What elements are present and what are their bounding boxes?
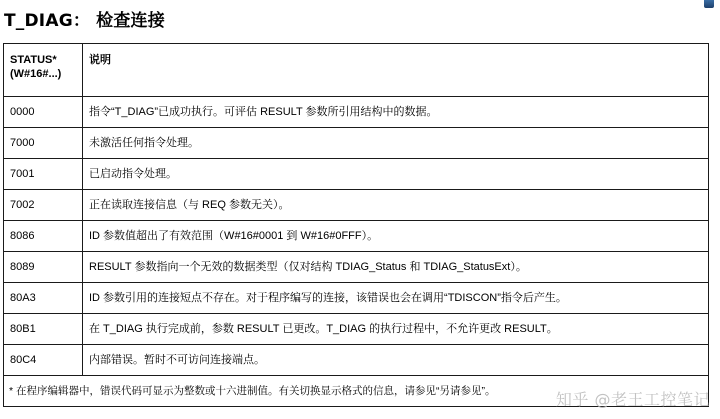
description-cell: ID 参数引用的连接短点不存在。对于程序编写的连接，该错误也会在调用“TDISCON”指令后产生。: [83, 283, 709, 314]
table-footnote: * 在程序编辑器中，错误代码可显示为整数或十六进制值。有关切换显示格式的信息，请参见“另请参见”。: [4, 376, 709, 407]
page-title: T_DIAG： 检查连接: [4, 11, 165, 31]
table-row: [4, 190, 709, 221]
status-header-line2: (W#16#...): [10, 68, 62, 80]
table-row: [4, 252, 709, 283]
status-code-cell: 0000: [4, 97, 83, 128]
status-code-table: [3, 43, 709, 407]
table-row: [4, 128, 709, 159]
description-cell: 在 T_DIAG 执行完成前，参数 RESULT 已更改。T_DIAG 的执行过程中，不允许更改 RESULT。: [83, 314, 709, 345]
table-row: [4, 283, 709, 314]
status-code-cell: 8089: [4, 252, 83, 283]
table-row: [4, 97, 709, 128]
status-code-cell: 7000: [4, 128, 83, 159]
table-row: [4, 314, 709, 345]
status-code-cell: 8086: [4, 221, 83, 252]
watermark-text: 知乎 @老王工控笔记: [555, 390, 710, 409]
status-column-header: [4, 44, 83, 97]
status-header-line1: STATUS*: [10, 54, 57, 66]
description-cell: ID 参数值超出了有效范围（W#16#0001 到 W#16#0FFF）。: [83, 221, 709, 252]
description-cell: 指令“T_DIAG”已成功执行。可评估 RESULT 参数所引用结构中的数据。: [83, 97, 709, 128]
table-header-row: [4, 44, 709, 97]
status-code-cell: 7001: [4, 159, 83, 190]
status-code-cell: 80B1: [4, 314, 83, 345]
description-cell: 内部错误。暂时不可访问连接端点。: [83, 345, 709, 376]
status-code-cell: 80A3: [4, 283, 83, 314]
table-row: [4, 221, 709, 252]
description-cell: RESULT 参数指向一个无效的数据类型（仅对结构 TDIAG_Status 和 TDIAG_StatusExt）。: [83, 252, 709, 283]
status-code-cell: 7002: [4, 190, 83, 221]
status-code-cell: 80C4: [4, 345, 83, 376]
table-row: [4, 345, 709, 376]
description-cell: 正在读取连接信息（与 REQ 参数无关）。: [83, 190, 709, 221]
description-cell: 已启动指令处理。: [83, 159, 709, 190]
description-cell: 未激活任何指令处理。: [83, 128, 709, 159]
corner-decoration: [704, 0, 714, 8]
table-row: [4, 159, 709, 190]
description-column-header: 说明: [83, 44, 709, 97]
